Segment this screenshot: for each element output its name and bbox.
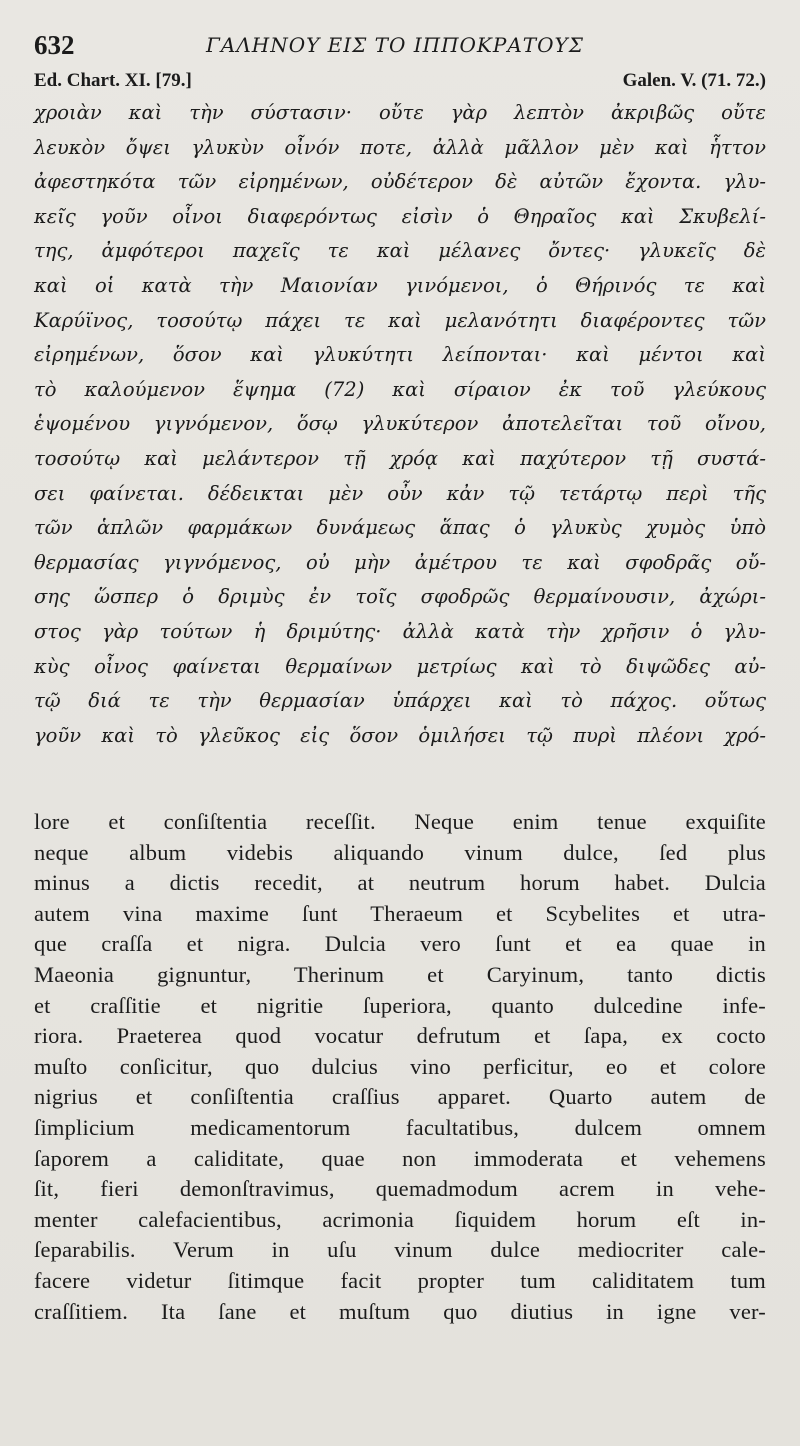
- greek-line: τὸ καλούμενον ἕψημα (72) καὶ σίραιον ἐκ τοῦ γλεύκους: [34, 377, 766, 401]
- greek-line: σει φαίνεται. δέδεικται μὲν οὖν κἀν τῷ τετάρτῳ περὶ τῆς: [34, 481, 766, 505]
- greek-line: τῶν ἁπλῶν φαρμάκων δυνάμεως ἅπας ὁ γλυκὺς χυμὸς ὑπὸ: [34, 516, 766, 540]
- greek-line: κεῖς γοῦν οἶνοι διαφερόντως εἰσὶν ὁ Θηραῖος καὶ Σκυβελί-: [34, 204, 766, 228]
- latin-line: ſimplicium medicamentorum facultatibus, dulcem omnem: [34, 1114, 766, 1140]
- greek-line: κὺς οἶνος φαίνεται θερμαίνων μετρίως καὶ τὸ διψῶδες αὐ-: [34, 654, 766, 678]
- latin-line: nigrius et conſiſtentia craſſius apparet. Quarto autem de: [34, 1084, 766, 1110]
- page-number: 632: [34, 30, 75, 60]
- greek-line: Καρύϊνος, τοσούτῳ πάχει τε καὶ μελανότητι διαφέροντες τῶν: [34, 308, 766, 332]
- latin-line: facere videtur ſitimque facit propter tum caliditatem tum: [34, 1267, 766, 1293]
- latin-line: ſaporem a caliditate, quae non immoderata et vehemens: [34, 1145, 766, 1171]
- latin-line: menter calefacientibus, acrimonia ſiquidem horum eſt in-: [34, 1206, 766, 1232]
- latin-line: et craſſitie et nigritie ſuperiora, quanto dulcedine infe-: [34, 992, 766, 1018]
- page-header: [34, 30, 764, 64]
- greek-line: τῷ διά τε τὴν θερμασίαν ὑπάρχει καὶ τὸ πάχος. οὕτως: [34, 689, 766, 713]
- greek-line: της, ἀμφότεροι παχεῖς τε καὶ μέλανες ὄντες· γλυκεῖς δὲ: [34, 239, 766, 263]
- edition-reference-kuhn: Galen. V. (71. 72.): [622, 70, 766, 91]
- greek-line: σης ὥσπερ ὁ δριμὺς ἐν τοῖς σφοδρῶς θερμαίνουσιν, ἀχώρι-: [34, 585, 766, 609]
- latin-text-block: [34, 807, 766, 1327]
- latin-line: neque album videbis aliquando vinum dulce, ſed plus: [34, 839, 766, 865]
- latin-line: ſeparabilis. Verum in uſu vinum dulce mediocriter cale-: [34, 1237, 766, 1263]
- greek-line: στος γὰρ τούτων ἡ δριμύτης· ἀλλὰ κατὰ τὴν χρῆσιν ὁ γλυ-: [34, 619, 766, 643]
- latin-line: craſſitiem. Ita ſane et muſtum quo diutius in igne ver-: [34, 1298, 766, 1324]
- latin-line: que craſſa et nigra. Dulcia vero ſunt et ea quae in: [34, 931, 766, 957]
- greek-line: τοσούτῳ καὶ μελάντερον τῇ χρόᾳ καὶ παχύτερον τῇ συστά-: [34, 446, 766, 470]
- edition-reference-line: [34, 70, 766, 96]
- greek-line: εἰρημένων, ὅσον καὶ γλυκύτητι λείπονται· καὶ μέντοι καὶ: [34, 343, 766, 367]
- running-title: ΓΑΛΗΝΟΥ ΕΙΣ ΤΟ ΙΠΠΟΚΡΑΤΟΥΣ: [206, 33, 584, 57]
- latin-line: autem vina maxime ſunt Theraeum et Scybelites et utra-: [34, 900, 766, 926]
- greek-line: ἑψομένου γιγνόμενον, ὅσῳ γλυκύτερον ἀποτελεῖται τοῦ οἴνου,: [34, 412, 766, 436]
- latin-line: ſit, fieri demonſtravimus, quemadmodum acrem in vehe-: [34, 1176, 766, 1202]
- greek-line: θερμασίας γιγνόμενος, οὐ μὴν ἀμέτρου τε καὶ σφοδρᾶς οὔ-: [34, 550, 766, 574]
- greek-line: χροιὰν καὶ τὴν σύστασιν· οὔτε γὰρ λεπτὸν ἀκριβῶς οὔτε: [34, 101, 766, 124]
- greek-line: γοῦν καὶ τὸ γλεῦκος εἰς ὅσον ὁμιλήσει τῷ πυρὶ πλέονι χρό-: [34, 723, 766, 747]
- latin-line: lore et conſiſtentia receſſit. Neque enim tenue exquiſite: [34, 809, 766, 834]
- latin-line: muſto conſicitur, quo dulcius vino perficitur, eo et colore: [34, 1053, 766, 1079]
- greek-line: καὶ οἱ κατὰ τὴν Μαιονίαν γινόμενοι, ὁ Θήρινός τε καὶ: [34, 273, 766, 297]
- greek-line: ἀφεστηκότα τῶν εἰρημένων, οὐδέτερον δὲ αὐτῶν ἔχοντα. γλυ-: [34, 170, 766, 194]
- latin-line: minus a dictis recedit, at neutrum horum habet. Dulcia: [34, 870, 766, 896]
- greek-text-block: [34, 96, 766, 753]
- greek-line: λευκὸν ὄψει γλυκὺν οἶνόν ποτε, ἀλλὰ μᾶλλον μὲν καὶ ἧττον: [34, 135, 766, 159]
- latin-line: riora. Praeterea quod vocatur defrutum et ſapa, ex cocto: [34, 1023, 766, 1049]
- edition-reference-chartier: Ed. Chart. XI. [79.]: [34, 70, 192, 91]
- latin-line: Maeonia gignuntur, Therinum et Caryinum, tanto dictis: [34, 961, 766, 987]
